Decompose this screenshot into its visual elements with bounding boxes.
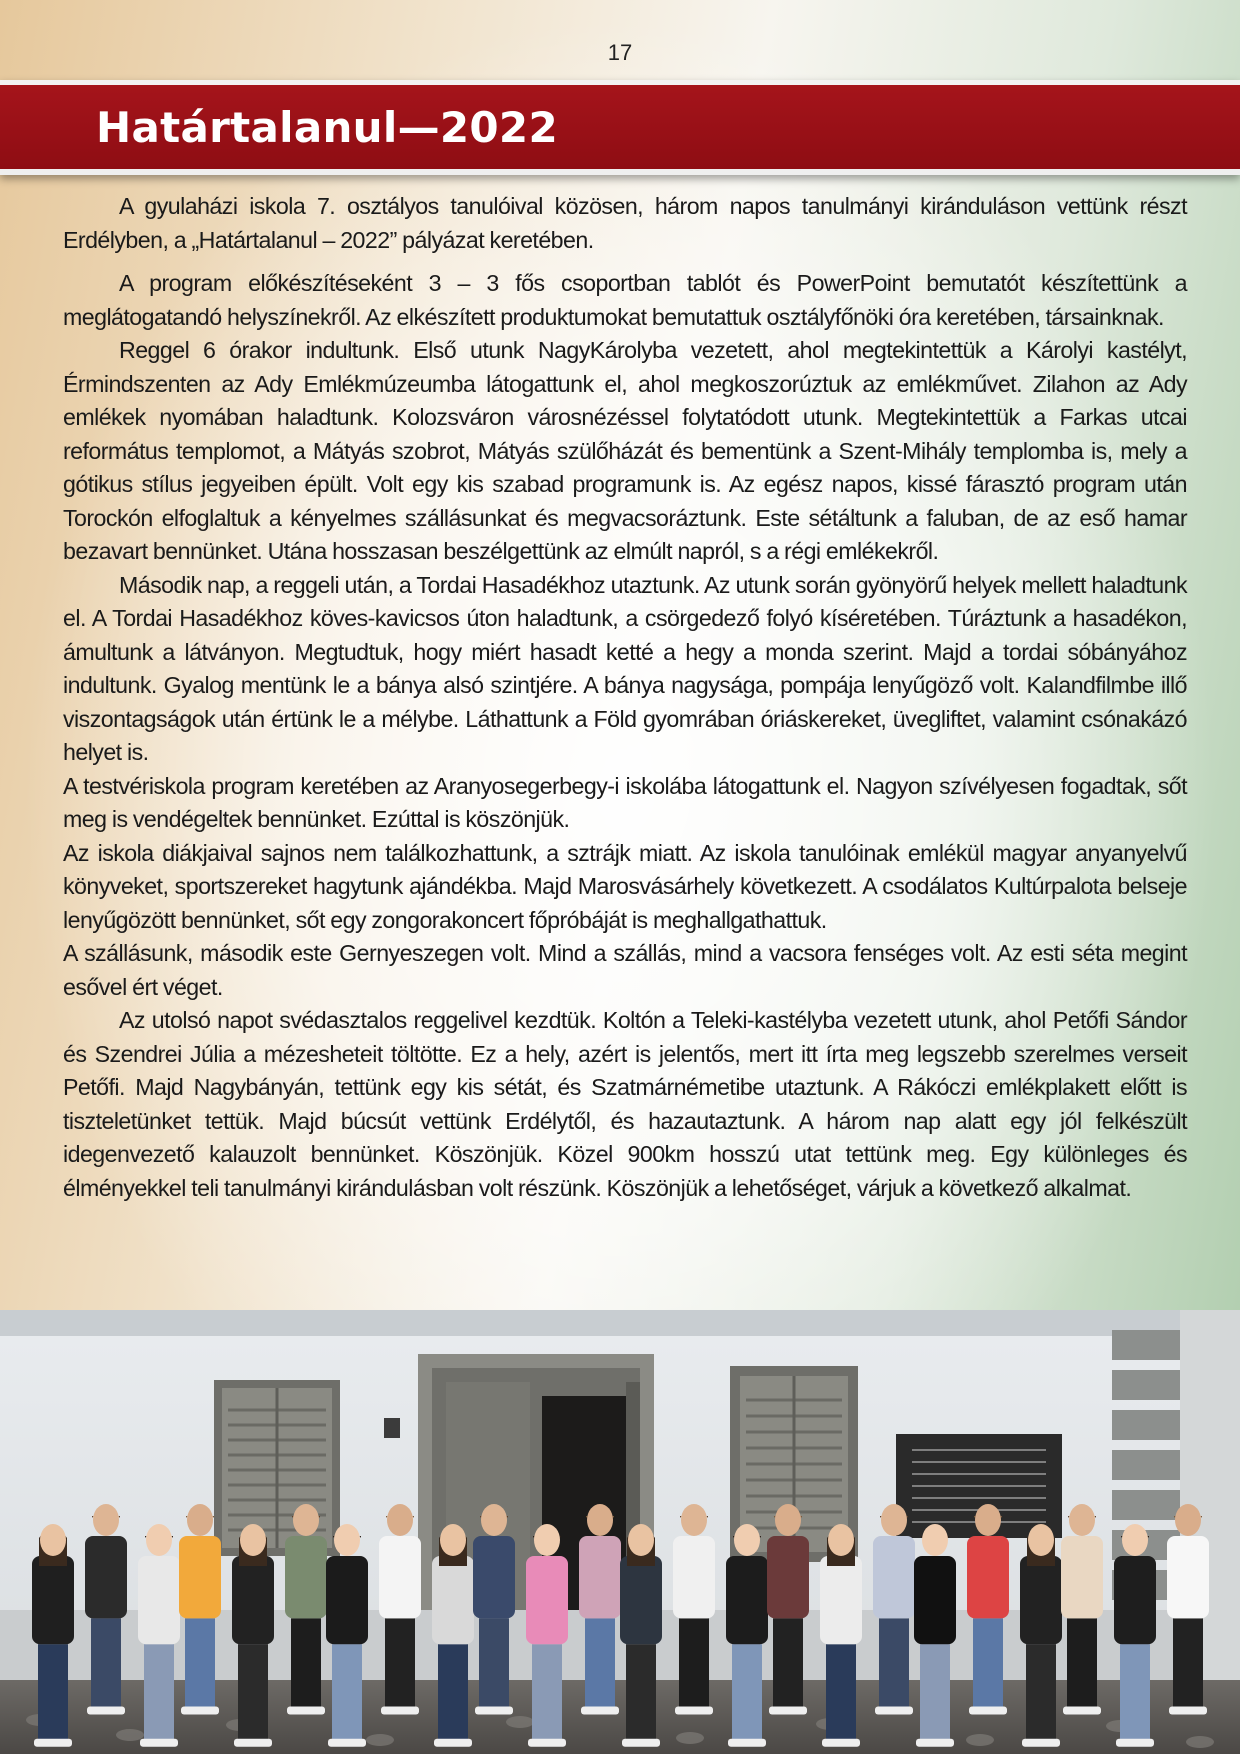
window-left — [214, 1380, 340, 1556]
paragraph-day-one: Reggel 6 órakor indultunk. Első utunk NagyKárolyba vezetett, ahol megtekintettük a Károlyi kastélyt, Érmindszenten az Ady Emlékmúzeumba látogattunk el, ahol megkoszorúztuk az emlékművet. Zilahon az Ady emlékek nyomában haladtunk. Kolozsváron városnézéssel folytatódott utunk. Megtekintettük a Farkas utcai református templomot, a Mátyás szobrot, Mátyás szülőházát és bementünk a Szent-Mihály templomba is, mely a gótikus stílus jegyeiben épült. Volt egy kis szabad programunk is. Az egész napos, kissé fárasztó program után Torockón elfoglaltuk a kényelmes szállásunkat és megvacsoráztunk. Este sétáltunk a faluban, de az eső hamar bezavart bennünket. Utána hosszasan beszélgettünk az elmúlt napról, s a régi emlékekről. — [63, 337, 1187, 564]
paragraph-accommodation: A szállásunk, második este Gernyeszegen volt. Mind a szállás, mind a vacsora fenséges volt. Az esti séta megint esővel ért véget. — [63, 940, 1187, 1000]
student-figure — [432, 1524, 474, 1747]
student-figure — [820, 1524, 862, 1747]
student-figure — [1020, 1524, 1062, 1747]
student-figure — [1114, 1524, 1156, 1747]
student-figure — [138, 1524, 180, 1747]
paragraph-preparation: A program előkészítéseként 3 – 3 fős csoportban tablót és PowerPoint bemutatót készítettünk a meglátogatandó helyszínekről. Az elkészített produktumokat bemutattuk osztályfőnöki óra keretében, társainknak. — [63, 270, 1187, 330]
student-figure — [232, 1524, 274, 1747]
student-figure — [914, 1524, 956, 1747]
student-figure — [32, 1524, 74, 1747]
paragraph-day-three: Az utolsó napot svédasztalos reggelivel kezdtük. Koltón a Teleki-kastélyba vezetett utunk, ahol Petőfi Sándor és Szendrei Júlia a mézesheteit töltötte. Ez a hely, azért is jelentős, mert itt írta meg legszebb szerelmes verseit Petőfi. Majd Nagybányán, tettünk egy kis sétát, és Szatmárnémetibe utaztunk. A Rákóczi emlékplakett előtt is tiszteletünket tettük. Majd búcsút vettünk Erdélytől, és hazautaztunk. A három nap alatt egy jól felkészült idegenvezető kalauzolt bennünket. Köszönjük. Közel 900km hosszú utat tettünk meg. Egy különleges és élményekkel teli tanulmányi kirándulásban volt részünk. Köszönjük a lehetőséget, várjuk a következő alkalmat. — [63, 1007, 1187, 1201]
paragraph-intro: A gyulaházi iskola 7. osztályos tanulóival közösen, három napos tanulmányi kiránduláson vettünk részt Erdélyben, a „Határtalanul – 2022” pályázat keretében. — [63, 193, 1187, 253]
paragraph-partner-school: A testvériskola program keretében az Aranyosegerbegy-i iskolába látogattunk el. Nagyon szívélyesen fogadtak, sőt meg is vendégeltek bennünket. Ezúttal is köszönjük. — [63, 772, 1187, 832]
page-number: 17 — [607, 40, 633, 65]
student-figure — [526, 1524, 568, 1747]
student-figure — [620, 1524, 662, 1747]
student-figure — [326, 1524, 368, 1747]
page-title: Határtalanul—2022 — [96, 103, 558, 152]
student-figure — [726, 1524, 768, 1747]
paragraph-school-visit: Az iskola diákjaival sajnos nem találkozhattunk, a sztrájk miatt. Az iskola tanulóinak emlékül magyar anyanyelvű könyveket, sportszereket hagytunk ajándékba. Majd Marosvásárhely következett. A csodálatos Kultúrpalota belseje lenyűgözött bennünket, sőt egy zongorakoncert főpróbáját is meghallgathattuk. — [63, 839, 1187, 933]
group-photo — [0, 1310, 1240, 1754]
paragraph-day-two: Második nap, a reggeli után, a Tordai Hasadékhoz utaztunk. Az utunk során gyönyörű helyek mellett haladtunk el. A Tordai Hasadékhoz köves-kavicsos úton haladtunk, a csörgedező folyó kíséretében. Túráztunk a hasadékon, ámultunk a látványon. Megtudtuk, hogy miért hasadt ketté a hegy a monda szerint. Majd a tordai sóbányához indultunk. Gyalog mentünk le a bánya alsó szintjére. A bánya nagysága, pompája lenyűgöző volt. Kalandfilmbe illő viszontagságok után értünk le a mélybe. Láthattunk a Föld gyomrában óriáskereket, üvegliftet, valamint csónakázó helyet is. — [63, 571, 1187, 765]
article-body — [63, 190, 1187, 1205]
header-bar — [0, 80, 1240, 175]
